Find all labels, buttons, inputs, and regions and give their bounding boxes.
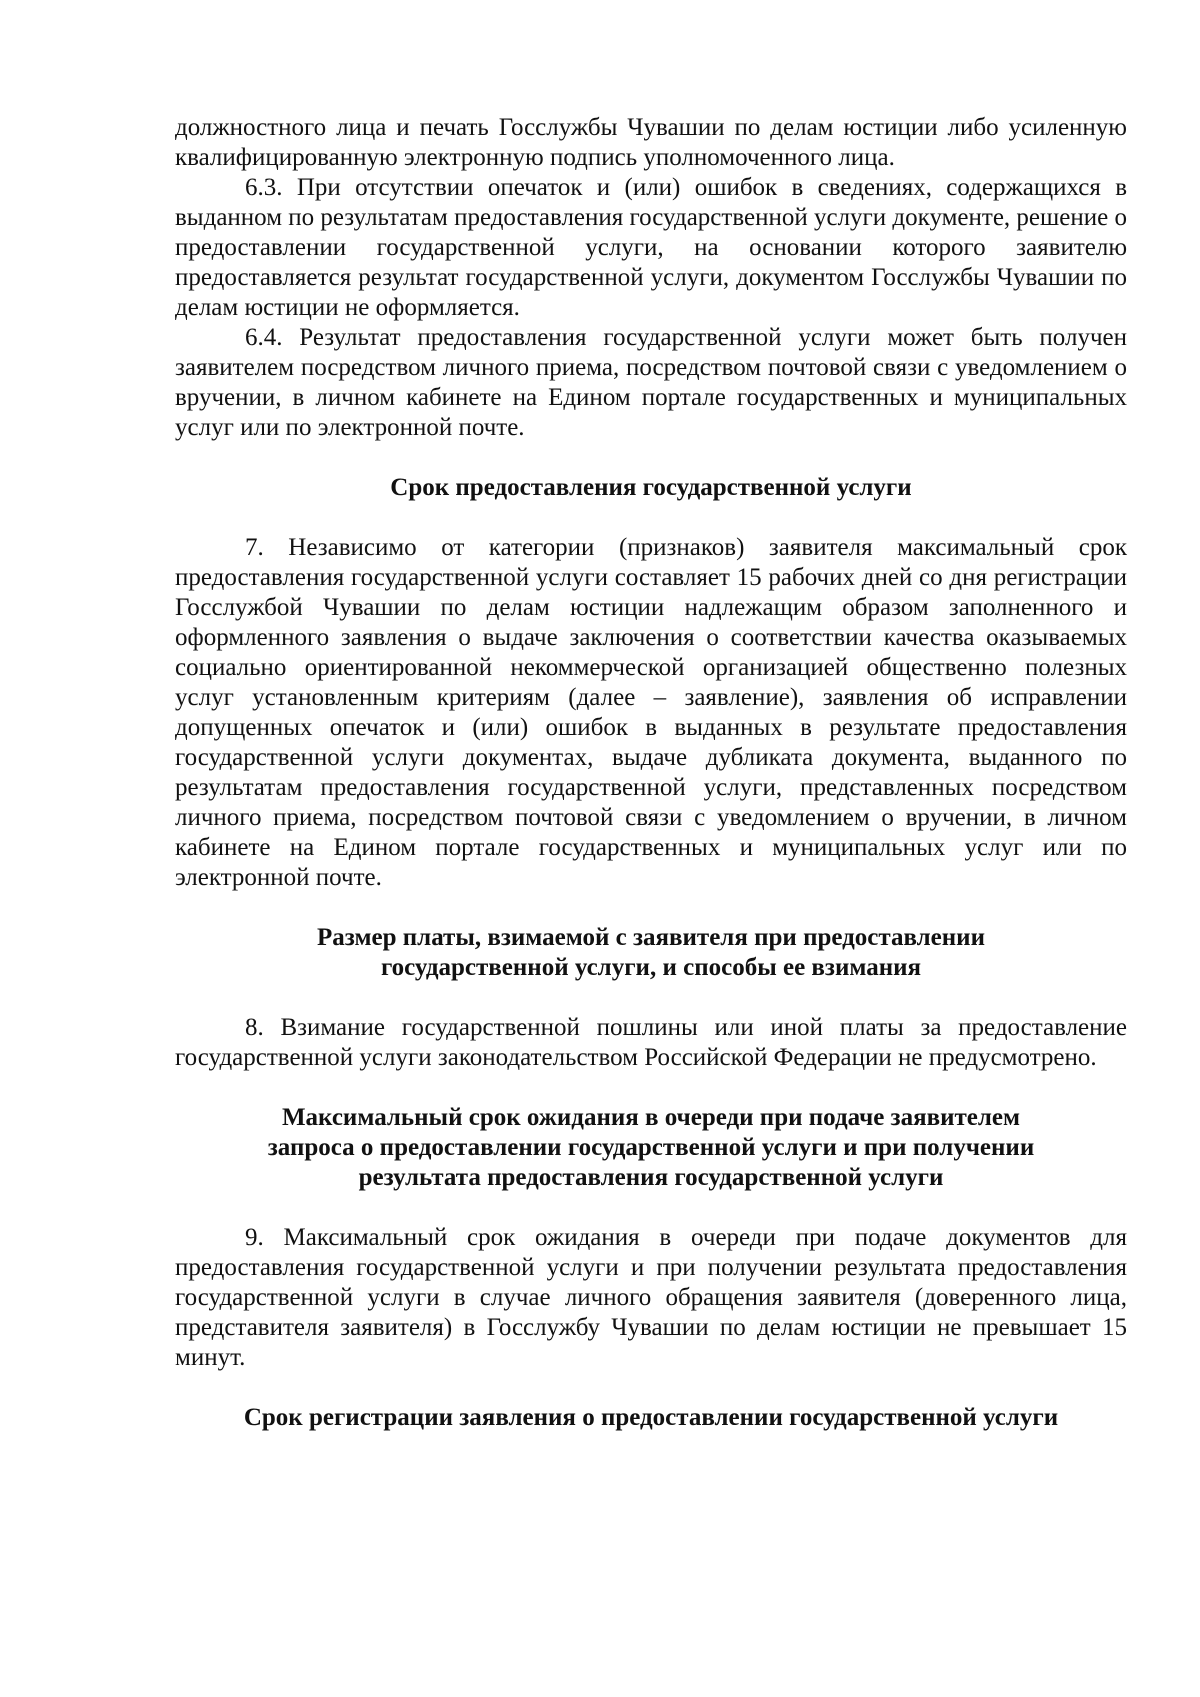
paragraph-6-4: 6.4. Результат предоставления государственной услуги может быть получен заявителем посредством личного приема, посредством почтовой связи с уведомлением о вручении, в личном кабинете на Едином портале государственных и муниципальных услуг или по электронной почте.: [175, 324, 1127, 441]
heading-queue-line-3: результата предоставления государственной услуги: [358, 1164, 944, 1191]
paragraph-9: 9. Максимальный срок ожидания в очереди при подаче документов для предоставления государственной услуги и при получении результата предоставления государственной услуги в случае личного обращения заявителя (доверенного лица, представителя заявителя) в Госслужбу Чувашии по делам юстиции не превышает 15 минут.: [175, 1224, 1127, 1371]
heading-registration-term: Срок регистрации заявления о предоставлении государственной услуги: [243, 1404, 1059, 1431]
paragraph-6-3: 6.3. При отсутствии опечаток и (или) ошибок в сведениях, содержащихся в выданном по результатам предоставления государственной услуги документе, решение о предоставлении государственной услуги, на основании которого заявителю предоставляется результат государственной услуги, документом Госслужбы Чувашии по делам юстиции не оформляется.: [175, 174, 1127, 321]
paragraph-7: 7. Независимо от категории (признаков) заявителя максимальный срок предоставления государственной услуги составляет 15 рабочих дней со дня регистрации Госслужбой Чувашии по делам юстиции надлежащим образом заполненного и оформленного заявления о выдаче заключения о соответствии качества оказываемых социально ориентированной некоммерческой организацией общественно полезных услуг установленным критериям (далее – заявление), заявления об исправлении допущенных опечаток и (или) ошибок в выданных в результате предоставления государственной услуги документах, выдаче дубликата документа, выданного по результатам предоставления государственной услуги, представленных посредством личного приема, посредством почтовой связи с уведомлением о вручении, в личном кабинете на Едином портале государственных и муниципальных услуг или по электронной почте.: [175, 534, 1127, 891]
paragraph-6-2-continuation: должностного лица и печать Госслужбы Чувашии по делам юстиции либо усиленную квалифицированную электронную подпись уполномоченного лица.: [175, 114, 1127, 171]
heading-queue-line-2: запроса о предоставлении государственной услуги и при получении: [267, 1134, 1035, 1161]
paragraph-8: 8. Взимание государственной пошлины или иной платы за предоставление государственной услуги законодательством Российской Федерации не предусмотрено.: [175, 1014, 1127, 1071]
heading-queue-time: [175, 1103, 1127, 1193]
heading-fee-line-1: Размер платы, взимаемой с заявителя при предоставлении: [317, 924, 985, 951]
heading-fee-line-2: государственной услуги, и способы ее взимания: [380, 954, 922, 981]
heading-service-term: Срок предоставления государственной услуги: [390, 474, 912, 501]
heading-queue-line-1: Максимальный срок ожидания в очереди при подаче заявителем: [281, 1104, 1021, 1131]
document-body: [175, 113, 1127, 1433]
heading-fee: [175, 923, 1127, 983]
